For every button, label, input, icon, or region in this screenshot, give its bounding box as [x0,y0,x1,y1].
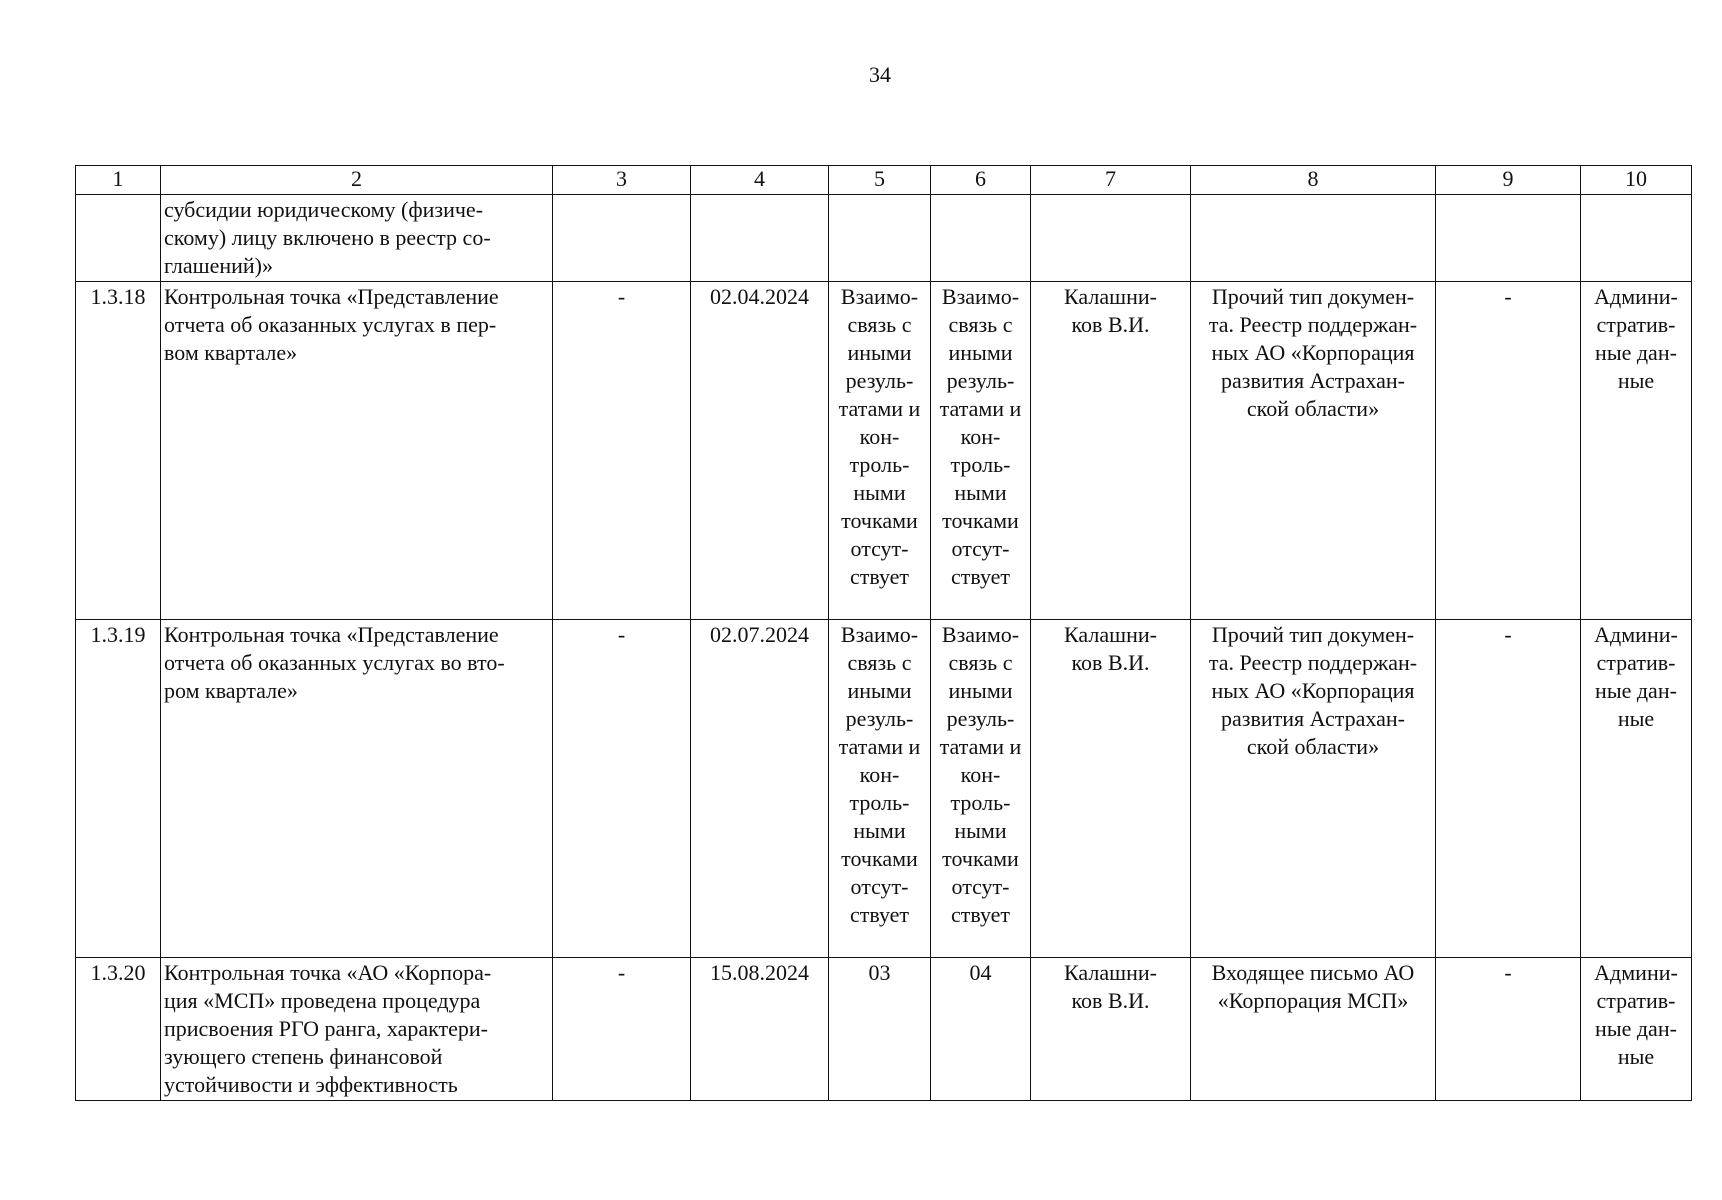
row-title: Контрольная точка «Представление отчета об оказанных услугах в пер- вом квартале» [161,282,553,620]
row-document: Прочий тип докумен- та. Реестр поддержан- ных АО «Корпорация развития Астрахан- ской области» [1191,282,1436,620]
row-cell-6: Взаимо- связь с иными резуль- татами и кон- троль- ными точками отсут- ствует [931,282,1031,620]
column-header: 5 [829,166,931,195]
row-cell-5: 03 [829,958,931,1101]
column-header: 7 [1031,166,1191,195]
row-responsible: Калашни- ков В.И. [1031,282,1191,620]
table-row [76,958,1692,1101]
row-number: 1.3.18 [76,282,161,620]
row-cell-6: 04 [931,958,1031,1101]
row-cell-10: Админи- стратив- ные дан- ные [1581,282,1692,620]
row-document: Прочий тип докумен- та. Реестр поддержан- ных АО «Корпорация развития Астрахан- ской области» [1191,620,1436,958]
row-date: 02.07.2024 [691,620,829,958]
row-document: Входящее письмо АО «Корпорация МСП» [1191,958,1436,1101]
row-cell-5 [829,195,931,282]
row-cell-9: - [1436,282,1581,620]
table-row [76,282,1692,620]
page-number: 34 [869,62,891,87]
row-cell-3 [553,195,691,282]
row-cell-10 [1581,195,1692,282]
row-responsible [1031,195,1191,282]
row-cell-5: Взаимо- связь с иными резуль- татами и кон- троль- ными точками отсут- ствует [829,282,931,620]
row-date: 15.08.2024 [691,958,829,1101]
row-cell-10: Админи- стратив- ные дан- ные [1581,620,1692,958]
row-responsible: Калашни- ков В.И. [1031,620,1191,958]
column-header: 6 [931,166,1031,195]
row-cell-3: - [553,620,691,958]
row-cell-9: - [1436,958,1581,1101]
table-row [76,620,1692,958]
column-header: 2 [161,166,553,195]
column-header: 9 [1436,166,1581,195]
column-header: 8 [1191,166,1436,195]
row-date: 02.04.2024 [691,282,829,620]
row-cell-3: - [553,958,691,1101]
row-cell-6 [931,195,1031,282]
row-number: 1.3.19 [76,620,161,958]
row-cell-9: - [1436,620,1581,958]
table-row [76,195,1692,282]
row-date [691,195,829,282]
row-title: Контрольная точка «Представление отчета об оказанных услугах во вто- ром квартале» [161,620,553,958]
row-cell-10: Админи- стратив- ные дан- ные [1581,958,1692,1101]
document-table [75,165,1692,1101]
row-document [1191,195,1436,282]
column-header: 1 [76,166,161,195]
row-responsible: Калашни- ков В.И. [1031,958,1191,1101]
row-number [76,195,161,282]
column-header: 10 [1581,166,1692,195]
column-header: 3 [553,166,691,195]
column-number-row [76,166,1692,195]
row-cell-3: - [553,282,691,620]
row-cell-9 [1436,195,1581,282]
row-cell-5: Взаимо- связь с иными резуль- татами и кон- троль- ными точками отсут- ствует [829,620,931,958]
row-cell-6: Взаимо- связь с иными резуль- татами и кон- троль- ными точками отсут- ствует [931,620,1031,958]
row-number: 1.3.20 [76,958,161,1101]
column-header: 4 [691,166,829,195]
row-title: субсидии юридическому (физиче- скому) лицу включено в реестр со- глашений)» [161,195,553,282]
row-title: Контрольная точка «АО «Корпора- ция «МСП» проведена процедура присвоения РГО ранга, характери- зующего степень финансовой устойчивости и эффективность [161,958,553,1101]
